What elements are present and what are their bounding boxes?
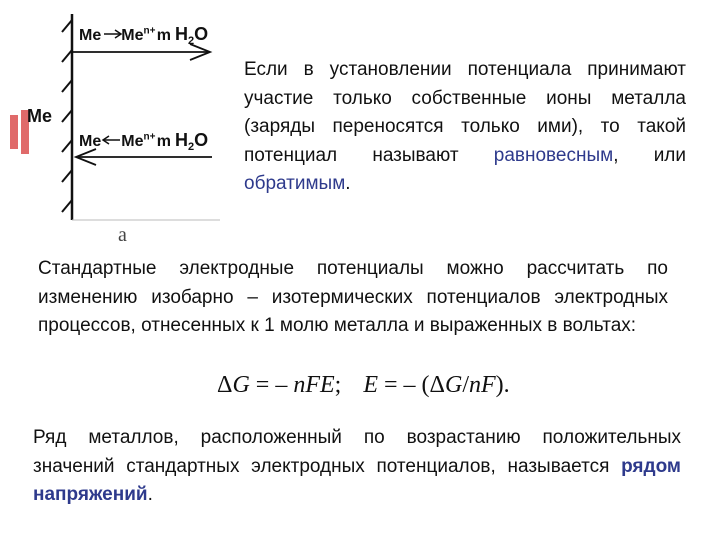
formula: ΔG = – nFE; E = – (ΔG/nF). [217, 372, 510, 398]
paragraph-equilibrium: Если в установлении потенциала принимают участие только собственные ионы металла (заряды переносятся только ими), то такой потенциал называют равновесным, или обратимым. [244, 59, 687, 194]
bottom-reaction: Me $Me^{n+}$ m $H_2O$ [79, 130, 209, 154]
term-voltage-series: рядом напряжений [33, 455, 681, 505]
electrode-hatching [62, 20, 72, 212]
electrode-label: Me [27, 106, 53, 126]
paragraph-standard-potentials: Стандартные электродные потенциалы можно рассчитать по изменению изобарно – изотермических потенциалов электродных процессов, отнесенных к 1 молю металла и выраженных в вольтах: [38, 258, 668, 336]
diagram-caption: a [118, 224, 127, 246]
paragraph-voltage-series: Ряд металлов, расположенный по возрастанию положительных значений стандартных электродных потенциалов, называется рядом напряжений. [33, 427, 681, 505]
term-equilibrium: равновесным [493, 144, 614, 166]
term-reversible: обратимым [244, 173, 346, 194]
top-reaction: Me $Me^{n+}$ m $H_2O$ [79, 24, 209, 48]
